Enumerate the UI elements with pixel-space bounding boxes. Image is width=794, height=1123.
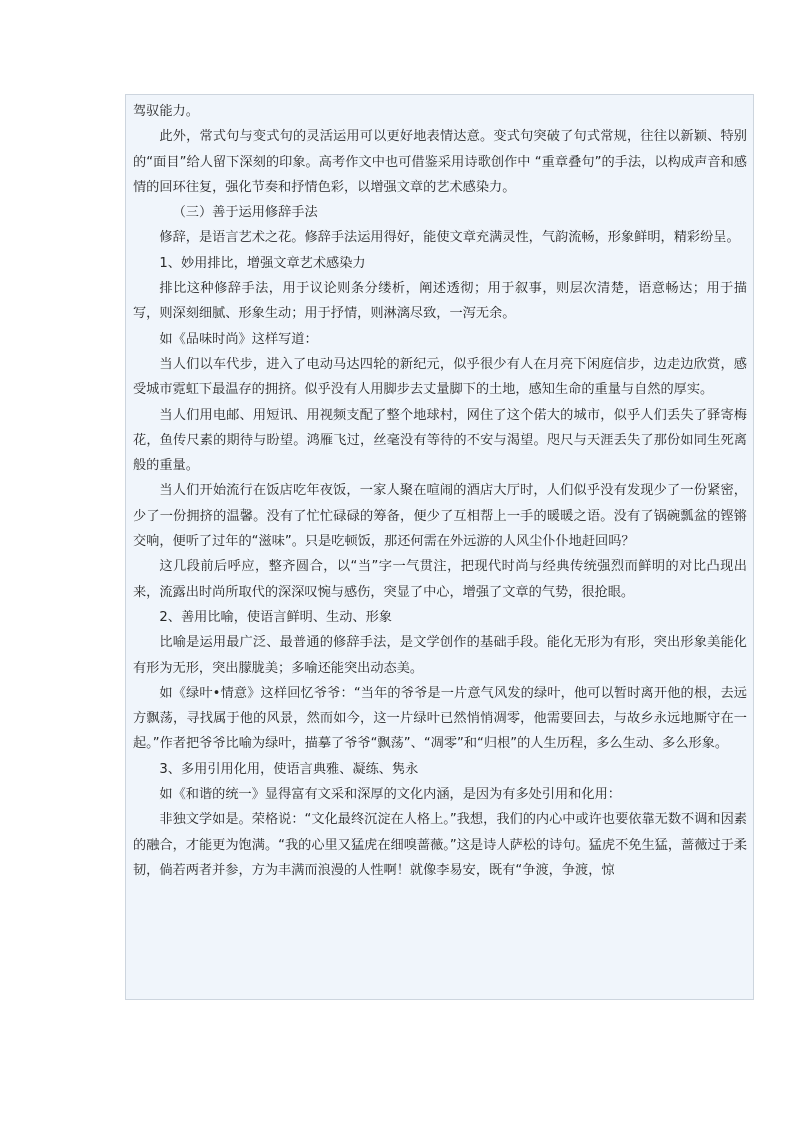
paragraph: 1、妙用排比，增强文章艺术感染力 [159, 255, 366, 271]
paragraph: 比喻是运用最广泛、最普通的修辞手法，是文学创作的基础手段。能化无形为有形，突出形象美能化有形为无形，突出朦胧美；多喻还能突出动态美。 [133, 635, 747, 676]
paragraph: 如《和谐的统一》显得富有文采和深厚的文化内涵，是因为有多处引用和化用： [159, 787, 621, 803]
paragraph: 排比这种修辞手法，用于议论则条分缕析，阐述透彻；用于叙事，则层次清楚，语意畅达；用于描写，则深刻细腻、形象生动；用于抒情，则淋漓尽致，一泻无余。 [133, 281, 747, 322]
paragraph: 当人们以车代步，进入了电动马达四轮的新纪元，似乎很少有人在月亮下闲庭信步，边走边欣赏，感受城市霓虹下最温存的拥挤。似乎没有人用脚步去丈量脚下的土地，感知生命的重量与自然的厚实。 [133, 356, 747, 398]
paragraph: 驾驭能力。 [133, 104, 199, 119]
paragraph: 3、多用引用化用，使语言典雅、凝练、隽永 [159, 761, 419, 777]
paragraph: 非独文学如是。荣格说：“文化最终沉淀在人格上。”我想，我们的内心中或许也要依靠无数不调和因素的融合，才能更为饱满。“我的心里又猛虎在细嗅蔷薇。”这是诗人萨松的诗句。猛虎不免生猛，蔷薇过于柔韧，倘若两者并参，方为丰满而浪漫的人性啊！就像李易安，既有“争渡，争渡，惊 [133, 812, 747, 878]
article-body [133, 99, 747, 883]
paragraph: （三）善于运用修辞手法 [172, 205, 318, 221]
paragraph: 当人们用电邮、用短讯、用视频支配了整个地球村，网住了这个偌大的城市，似乎人们丢失了驿寄梅花，鱼传尺素的期待与盼望。鸿雁飞过，丝毫没有等待的不安与渴望。咫尺与天涯丢失了那份如同生死离般的重量。 [133, 407, 747, 474]
paragraph: 此外，常式句与变式句的灵活运用可以更好地表情达意。变式句突破了句式常规，往往以新颖、特别的“面目”给人留下深刻的印象。高考作文中也可借鉴采用诗歌创作中 “重章叠句”的手法，以构成声音和感情的回环往复，强化节奏和抒情色彩，以增强文章的艺术感染力。 [133, 129, 747, 195]
paragraph: 2、善用比喻，使语言鲜明、生动、形象 [159, 609, 392, 625]
paragraph: 如《绿叶•情意》这样回忆爷爷：“当年的爷爷是一片意气风发的绿叶，他可以暂时离开他的根，去远方飘荡，寻找属于他的风景，然而如今，这一片绿叶已然悄悄凋零，他需要回去，与故乡永远地厮守在一起。”作者把爷爷比喻为绿叶，描摹了爷爷“飘荡”、“凋零”和“归根”的人生历程，多么生动、多么形象。 [133, 685, 747, 752]
paragraph: 这几段前后呼应，整齐圆合，以“当”字一气贯注，把现代时尚与经典传统强烈而鲜明的对比凸现出来，流露出时尚所取代的深深叹惋与感伤，突显了中心，增强了文章的气势，很抢眼。 [133, 559, 747, 600]
paragraph: 修辞，是语言艺术之花。修辞手法运用得好，能使文章充满灵性，气韵流畅，形象鲜明，精彩纷呈。 [159, 230, 740, 246]
article-content-box [125, 94, 754, 1000]
paragraph: 如《品味时尚》这样写道： [159, 331, 318, 347]
paragraph: 当人们开始流行在饭店吃年夜饭，一家人聚在喧闹的酒店大厅时，人们似乎没有发现少了一份紧密，少了一份拥挤的温馨。没有了忙忙碌碌的筹备，便少了互相帮上一手的暖暖之语。没有了锅碗瓢盆的铿锵交响，便听了过年的“滋味”。只是吃顿饭，那还何需在外远游的人风尘仆仆地赶回吗？ [133, 483, 747, 550]
